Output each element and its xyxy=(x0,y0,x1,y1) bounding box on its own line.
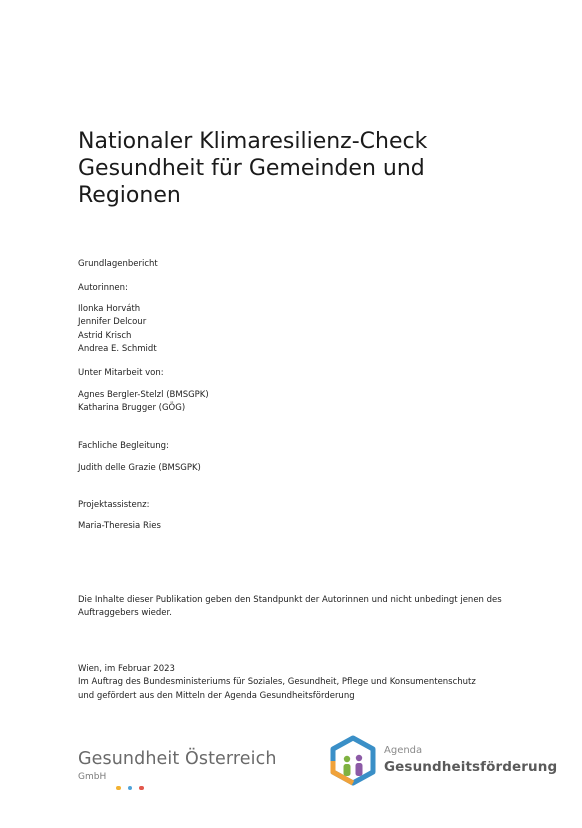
imprint-line: Wien, im Februar 2023 xyxy=(78,664,175,674)
author-name: Jennifer Delcour xyxy=(78,317,147,328)
collab-label: Unter Mitarbeit von: xyxy=(78,368,164,378)
agenda-hexagon-icon xyxy=(326,735,380,787)
agenda-logo xyxy=(326,735,558,787)
supervision-label: Fachliche Begleitung: xyxy=(78,441,169,451)
goeg-logo-suffix: GmbH xyxy=(78,772,107,782)
dot-icon xyxy=(139,786,144,791)
goeg-logo xyxy=(78,748,278,788)
author-name: Ilonka Horváth xyxy=(78,304,141,314)
disclaimer: Die Inhalte dieser Publikation geben den Standpunkt der Autorinnen und nicht unbedingt jenen des Auftraggebers wieder. xyxy=(78,595,502,619)
imprint-line: Im Auftrag des Bundesministeriums für Soziales, Gesundheit, Pflege und Konsumentenschutz xyxy=(78,677,476,688)
title-line: Gesundheit für Gemeinden und xyxy=(78,156,425,181)
collaborator-name: Agnes Bergler-Stelzl (BMSGPK) xyxy=(78,390,209,400)
report-type: Grundlagenbericht xyxy=(78,259,158,269)
supervision-name: Judith delle Grazie (BMSGPK) xyxy=(78,463,201,473)
title-line: Nationaler Klimaresilienz-Check xyxy=(78,129,428,154)
assistance-label: Projektassistenz: xyxy=(78,500,150,510)
assistance-name: Maria-Theresia Ries xyxy=(78,521,161,531)
author-name: Astrid Krisch xyxy=(78,330,132,341)
document-title xyxy=(78,128,538,209)
dot-icon xyxy=(116,786,121,791)
agenda-logo-line2: Gesundheitsförderung xyxy=(384,759,558,775)
authors-label: Autorinnen: xyxy=(78,283,128,293)
author-name: Andrea E. Schmidt xyxy=(78,344,157,355)
imprint xyxy=(78,663,476,703)
collaborators-list xyxy=(78,389,209,416)
goeg-logo-name: Gesundheit Österreich xyxy=(78,749,277,769)
authors-list xyxy=(78,303,157,357)
agenda-logo-line1: Agenda xyxy=(384,745,423,756)
dot-icon xyxy=(128,786,133,791)
title-line: Regionen xyxy=(78,183,181,208)
imprint-line: und gefördert aus den Mitteln der Agenda Gesundheitsförderung xyxy=(78,690,355,701)
goeg-logo-dots xyxy=(116,775,151,794)
collaborator-name: Katharina Brugger (GÖG) xyxy=(78,403,186,414)
